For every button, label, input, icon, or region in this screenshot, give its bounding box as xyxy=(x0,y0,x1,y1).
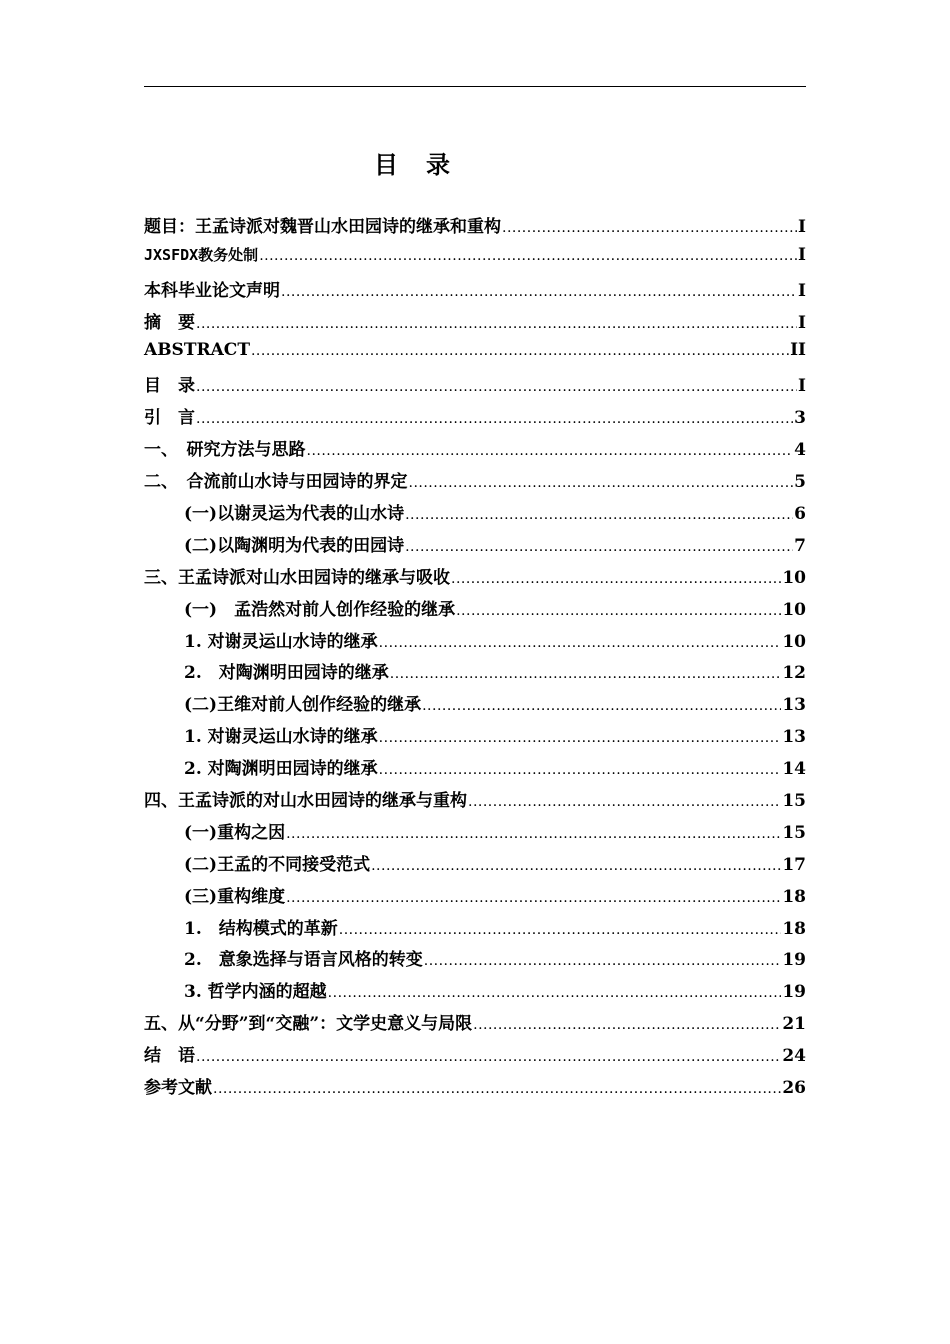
toc-dot-leader xyxy=(371,858,781,874)
toc-entry-page: II xyxy=(790,339,806,360)
toc-entry[interactable] xyxy=(144,658,806,690)
toc-entry-label: JXSFDX教务处制 xyxy=(144,245,259,264)
toc-entry[interactable] xyxy=(144,722,806,754)
toc-entry-page: I xyxy=(798,244,806,265)
toc-entry-page: 19 xyxy=(782,982,806,1003)
toc-list xyxy=(144,212,806,1105)
toc-entry-page: 13 xyxy=(782,695,806,716)
toc-dot-leader xyxy=(424,953,782,969)
toc-dot-leader xyxy=(502,220,797,236)
toc-dot-leader xyxy=(196,379,797,395)
toc-entry-page: 21 xyxy=(782,1014,806,1035)
toc-entry[interactable] xyxy=(144,627,806,659)
toc-entry[interactable] xyxy=(144,467,806,499)
toc-entry[interactable] xyxy=(144,1073,806,1105)
toc-entry-label: 题目：王孟诗派对魏晋山水田园诗的继承和重构 xyxy=(144,217,501,237)
toc-entry-page: 15 xyxy=(782,791,806,812)
toc-entry-label: 目 录 xyxy=(144,376,195,397)
toc-entry[interactable] xyxy=(144,818,806,850)
toc-entry-page: I xyxy=(798,280,806,301)
toc-entry-label: ABSTRACT xyxy=(144,339,250,360)
toc-entry-page: 18 xyxy=(782,918,806,939)
toc-dot-leader xyxy=(456,603,781,619)
toc-dot-leader xyxy=(286,826,781,842)
toc-dot-leader xyxy=(422,698,781,714)
toc-entry-page: I xyxy=(798,376,806,397)
toc-dot-leader xyxy=(339,922,782,938)
toc-entry[interactable] xyxy=(144,1009,806,1041)
toc-dot-leader xyxy=(307,443,794,459)
toc-entry[interactable] xyxy=(144,595,806,627)
toc-entry[interactable] xyxy=(144,244,806,276)
toc-entry[interactable] xyxy=(144,754,806,786)
toc-dot-leader xyxy=(251,343,789,359)
toc-entry-label: 1. 对谢灵运山水诗的继承 xyxy=(184,727,378,748)
toc-entry-label: 1. 结构模式的革新 xyxy=(184,918,338,939)
toc-entry-label: 本科毕业论文声明 xyxy=(144,280,280,301)
toc-entry-label: 四、王孟诗派的对山水田园诗的继承与重构 xyxy=(144,791,467,812)
toc-dot-leader xyxy=(468,794,781,810)
toc-entry[interactable] xyxy=(144,882,806,914)
toc-entry-page: 13 xyxy=(782,727,806,748)
toc-entry-page: 14 xyxy=(782,759,806,780)
header-rule xyxy=(144,86,806,87)
toc-dot-leader xyxy=(259,248,797,264)
toc-dot-leader xyxy=(473,1017,781,1033)
toc-entry[interactable] xyxy=(144,1041,806,1073)
toc-dot-leader xyxy=(328,985,782,1001)
toc-entry-label: (二)以陶渊明为代表的田园诗 xyxy=(184,535,405,556)
toc-entry[interactable] xyxy=(144,308,806,340)
toc-dot-leader xyxy=(196,316,797,332)
toc-entry[interactable] xyxy=(144,850,806,882)
toc-entry-label: (一)重构之因 xyxy=(184,822,286,843)
toc-entry[interactable] xyxy=(144,276,806,308)
toc-dot-leader xyxy=(196,411,793,427)
toc-entry-page: 15 xyxy=(782,822,806,843)
toc-entry-page: 3 xyxy=(794,408,806,429)
toc-entry-label: 3. 哲学内涵的超越 xyxy=(184,982,327,1003)
toc-entry[interactable] xyxy=(144,403,806,435)
page-title: 目 录 xyxy=(374,150,452,179)
toc-entry[interactable] xyxy=(144,212,806,244)
toc-entry-page: 7 xyxy=(794,535,806,556)
toc-entry-label: 五、从“分野”到“交融”：文学史意义与局限 xyxy=(144,1014,473,1035)
toc-entry-page: 5 xyxy=(794,472,806,493)
toc-dot-leader xyxy=(281,284,797,300)
toc-entry[interactable] xyxy=(144,914,806,946)
toc-entry-page: 19 xyxy=(782,950,806,971)
toc-entry-page: 10 xyxy=(782,631,806,652)
toc-entry-page: 10 xyxy=(782,599,806,620)
toc-entry-label: 2. 对陶渊明田园诗的继承 xyxy=(184,759,378,780)
toc-entry-page: 6 xyxy=(794,504,806,525)
toc-entry-label: (一) 孟浩然对前人创作经验的继承 xyxy=(184,599,456,620)
toc-entry[interactable] xyxy=(144,945,806,977)
toc-entry-label: 2. 意象选择与语言风格的转变 xyxy=(184,950,423,971)
toc-dot-leader xyxy=(409,475,794,491)
toc-entry-page: 24 xyxy=(782,1046,806,1067)
toc-dot-leader xyxy=(405,539,793,555)
toc-entry-label: 参考文献 xyxy=(144,1078,212,1099)
toc-entry-label: (二)王孟的不同接受范式 xyxy=(184,854,371,875)
toc-entry-label: 1. 对谢灵运山水诗的继承 xyxy=(184,631,378,652)
toc-entry[interactable] xyxy=(144,690,806,722)
toc-entry[interactable] xyxy=(144,435,806,467)
toc-entry-page: I xyxy=(798,217,806,237)
toc-entry-page: 10 xyxy=(782,567,806,588)
toc-entry-label: 三、王孟诗派对山水田园诗的继承与吸收 xyxy=(144,567,450,588)
toc-entry-page: 17 xyxy=(782,854,806,875)
toc-entry-label: (三)重构维度 xyxy=(184,886,286,907)
toc-entry-label: (一)以谢灵运为代表的山水诗 xyxy=(184,504,405,525)
toc-entry[interactable] xyxy=(144,786,806,818)
toc-entry[interactable] xyxy=(144,563,806,595)
toc-entry-label: 2. 对陶渊明田园诗的继承 xyxy=(184,663,389,684)
toc-dot-leader xyxy=(405,507,793,523)
toc-entry-label: 摘 要 xyxy=(144,312,195,333)
toc-dot-leader xyxy=(379,635,782,651)
toc-dot-leader xyxy=(196,1049,781,1065)
toc-dot-leader xyxy=(286,890,781,906)
toc-dot-leader xyxy=(451,571,781,587)
toc-entry-label: 一、 研究方法与思路 xyxy=(144,440,306,461)
toc-entry-label: 引 言 xyxy=(144,408,195,429)
toc-entry[interactable] xyxy=(144,340,806,372)
toc-entry[interactable] xyxy=(144,371,806,403)
toc-entry[interactable] xyxy=(144,531,806,563)
toc-entry-label: (二)王维对前人创作经验的继承 xyxy=(184,695,422,716)
toc-dot-leader xyxy=(379,730,782,746)
toc-dot-leader xyxy=(390,666,782,682)
toc-entry-page: I xyxy=(798,312,806,333)
toc-entry-label: 二、 合流前山水诗与田园诗的界定 xyxy=(144,472,408,493)
toc-entry-page: 18 xyxy=(782,886,806,907)
toc-entry-label: 结 语 xyxy=(144,1046,195,1067)
toc-entry-page: 4 xyxy=(794,440,806,461)
toc-dot-leader xyxy=(379,762,782,778)
toc-dot-leader xyxy=(213,1081,781,1097)
toc-entry-page: 12 xyxy=(782,663,806,684)
toc-entry[interactable] xyxy=(144,499,806,531)
toc-entry[interactable] xyxy=(144,977,806,1009)
toc-entry-page: 26 xyxy=(782,1078,806,1099)
